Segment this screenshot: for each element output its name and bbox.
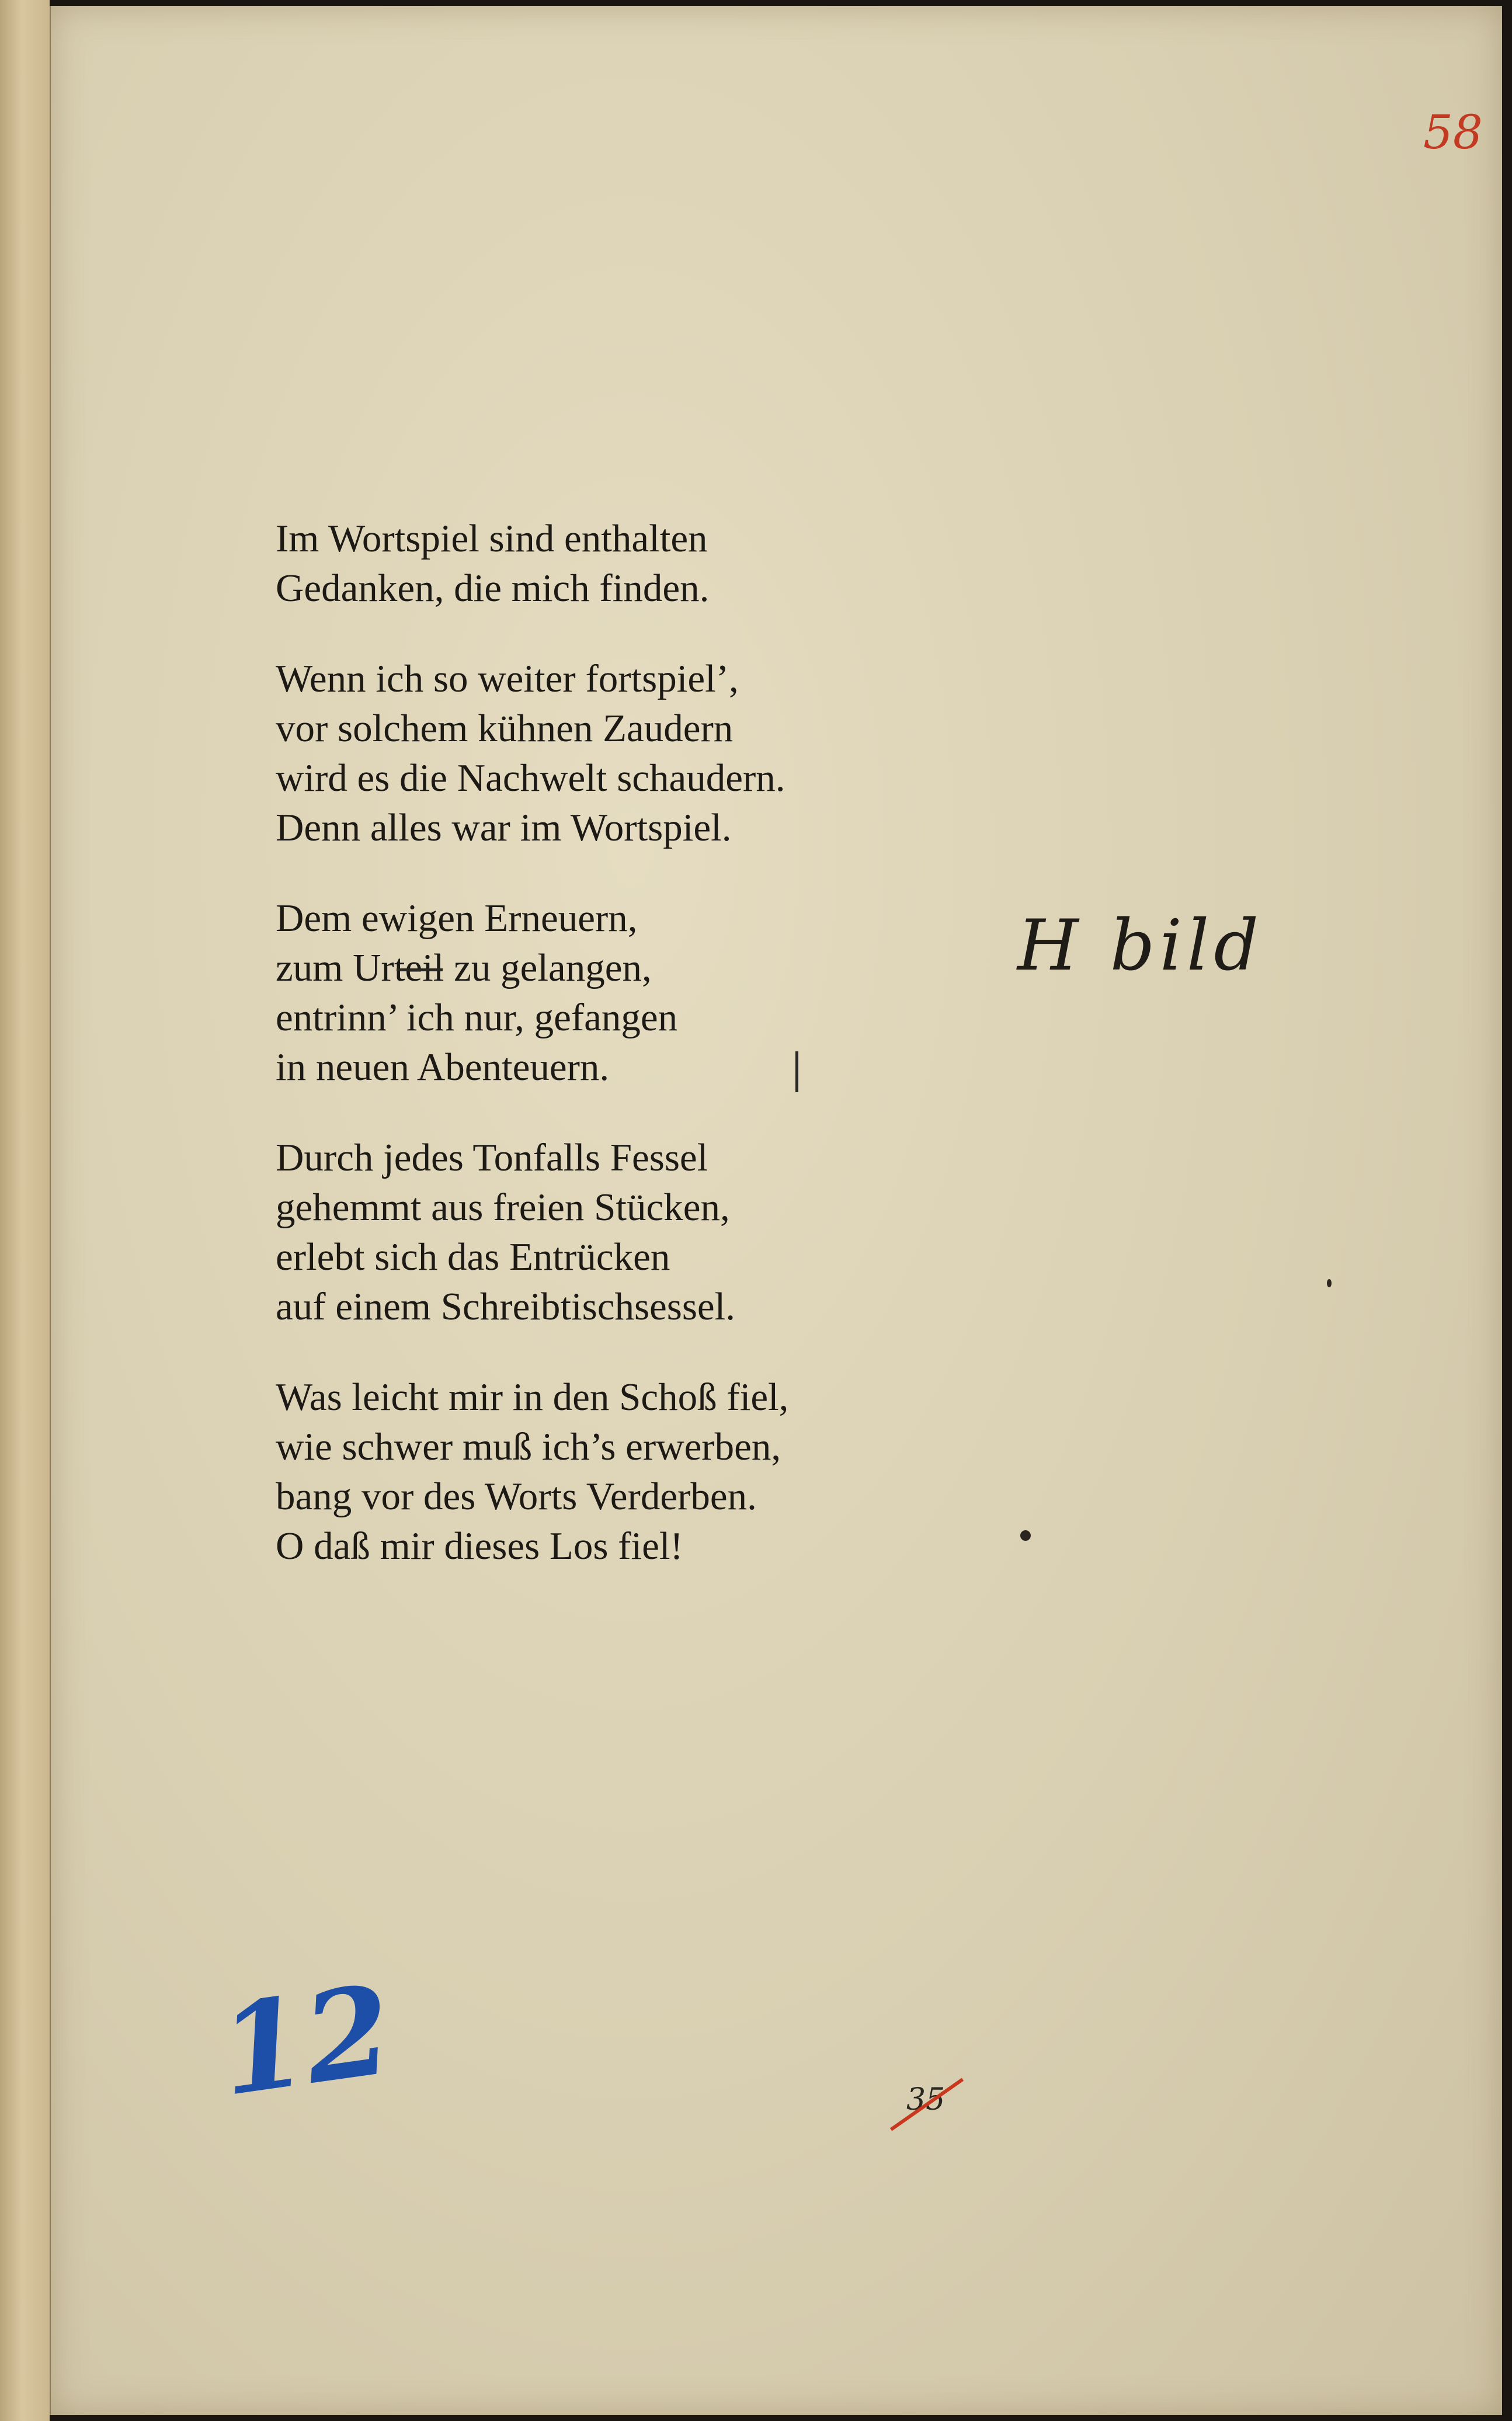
poem-line: O daß mir dieses Los fiel!	[276, 1524, 683, 1568]
poem-line: Wenn ich so weiter fortspiel’,	[276, 657, 739, 700]
manuscript-page	[50, 6, 1502, 2415]
ink-speck	[1327, 1279, 1332, 1287]
poem-line: Durch jedes Tonfalls Fessel	[276, 1136, 708, 1179]
poem-line: Gedanken, die mich finden.	[276, 567, 710, 610]
poem-line-with-correction: zum Urteil zu gelangen,	[276, 943, 788, 993]
handwritten-note: H bild	[1017, 905, 1264, 987]
poem	[276, 514, 788, 1612]
blue-pencil-number: 12	[211, 1957, 401, 2124]
struck-out-text: teil	[394, 943, 444, 993]
poem-line: Dem ewigen Erneuern,	[276, 897, 638, 940]
stanza-3	[276, 894, 788, 1092]
poem-line: Im Wortspiel sind enthalten	[276, 517, 708, 560]
poem-line: vor solchem kühnen Zaudern	[276, 707, 734, 750]
poem-line: Was leicht mir in den Schoß fiel,	[276, 1376, 789, 1419]
previous-page-edge	[0, 0, 50, 2421]
stanza-4	[276, 1133, 788, 1332]
poem-line: in neuen Abenteuern.	[276, 1045, 610, 1089]
poem-line: erlebt sich das Entrücken	[276, 1235, 670, 1279]
ink-speck	[1020, 1530, 1031, 1541]
poem-line: wie schwer muß ich’s erwerben,	[276, 1425, 781, 1468]
poem-line: entrinn’ ich nur, gefangen	[276, 996, 678, 1039]
margin-mark	[795, 1051, 798, 1092]
line-rest: zu gelangen,	[444, 946, 652, 989]
poem-line: Denn alles war im Wortspiel.	[276, 806, 732, 849]
poem-line: auf einem Schreibtischsessel.	[276, 1285, 736, 1328]
struck-word-prefix: Ur	[353, 946, 394, 989]
poem-line: wird es die Nachwelt schaudern.	[276, 756, 785, 800]
poem-line: gehemmt aus freien Stücken,	[276, 1186, 730, 1229]
stanza-5	[276, 1373, 788, 1571]
stanza-1	[276, 514, 788, 613]
stanza-2	[276, 654, 788, 853]
page-number-top: 58	[1423, 105, 1483, 159]
page-number-bottom: 35	[906, 2082, 946, 2117]
poem-line: bang vor des Worts Verderben.	[276, 1475, 757, 1518]
